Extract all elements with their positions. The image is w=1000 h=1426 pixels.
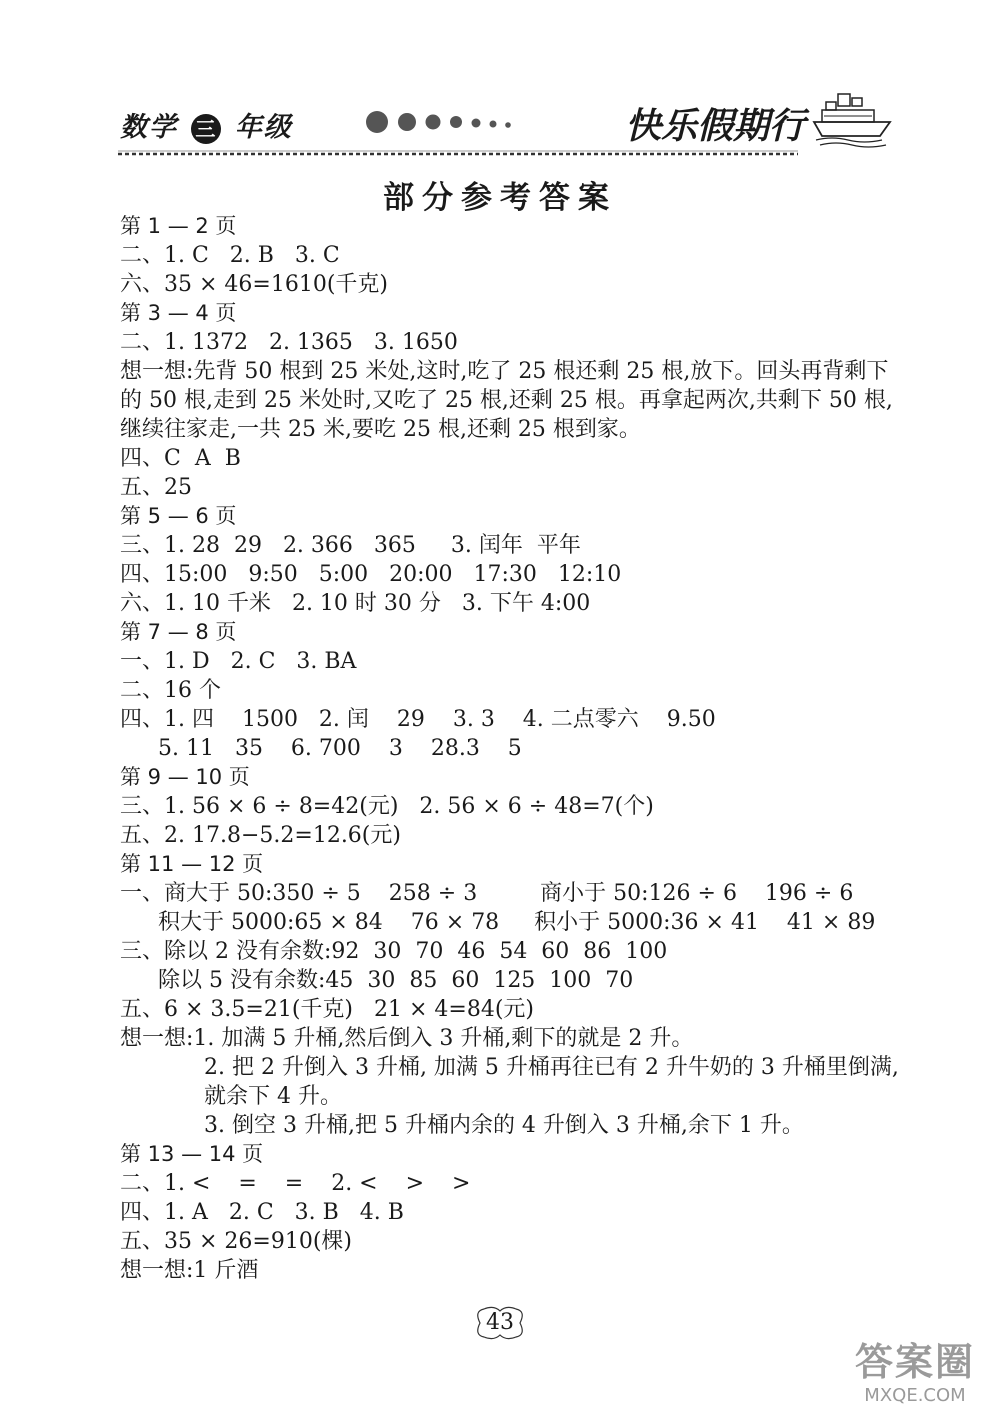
- answer-paragraph: 想一想:先背 50 根到 25 米处,这时,吃了 25 根还剩 25 根,放下。回头再背剩下的 50 根,走到 25 米处时,又吃了 25 根,还剩 25 根。再拿起两次,共剩下 50 根,继续往家走,一共 25 米,要吃 25 根,还剩 25 根到家。: [120, 359, 893, 442]
- answer-line: 想一想:1 斤酒: [120, 1258, 259, 1283]
- answer-line: 四、1. 四 1500 2. 闰 29 3. 3 4. 二点零六 9.50: [120, 707, 716, 732]
- answer-line: 六、35 × 46=1610(千克): [120, 272, 388, 297]
- answer-list: [120, 212, 900, 1285]
- answer-line: 五、25: [120, 475, 192, 500]
- section-heading: 第 9 — 10 页: [120, 765, 250, 789]
- grade-badge: 三: [191, 114, 221, 144]
- page-number-text: 43: [486, 1310, 514, 1335]
- answer-line: 想一想:1. 加满 5 升桶,然后倒入 3 升桶,剩下的就是 2 升。: [120, 1026, 694, 1051]
- section-heading: 第 11 — 12 页: [120, 852, 264, 876]
- answer-line: 五、6 × 3.5=21(千克) 21 × 4=84(元): [120, 997, 534, 1022]
- answer-line: 3. 倒空 3 升桶,把 5 升桶内余的 4 升倒入 3 升桶,余下 1 升。: [204, 1113, 804, 1138]
- header-divider: [118, 150, 798, 158]
- answer-line: 五、2. 17.8−5.2=12.6(元): [120, 823, 401, 848]
- watermark-url: MXQE.COM: [864, 1385, 966, 1406]
- answer-line: 三、1. 56 × 6 ÷ 8=42(元) 2. 56 × 6 ÷ 48=7(个): [120, 794, 654, 819]
- subject-suffix: 年级: [234, 112, 293, 143]
- answer-line: 5. 11 35 6. 700 3 28.3 5: [158, 736, 522, 761]
- answer-line: 二、1. < = = 2. < > >: [120, 1171, 471, 1196]
- answer-line: 三、除以 2 没有余数:92 30 70 46 54 60 86 100: [120, 939, 668, 964]
- watermark-title: 答案圈: [854, 1339, 975, 1384]
- answer-line: 二、1. 1372 2. 1365 3. 1650: [120, 330, 458, 355]
- page-header: [0, 0, 1000, 165]
- answer-paragraph: 2. 把 2 升倒入 3 升桶, 加满 5 升桶再往已有 2 升牛奶的 3 升桶里倒满,就余下 4 升。: [204, 1055, 899, 1109]
- answer-line: 二、1. C 2. B 3. C: [120, 243, 340, 268]
- answer-line: 四、C A B: [120, 446, 241, 471]
- answer-line: 五、35 × 26=910(棵): [120, 1229, 352, 1254]
- answer-line: 积大于 5000:65 × 84 76 × 78 积小于 5000:36 × 41 41 × 89: [158, 910, 876, 935]
- subject-grade-label: [120, 105, 293, 144]
- page-title: 部分参考答案: [383, 180, 617, 216]
- answer-line: 除以 5 没有余数:45 30 85 60 125 100 70: [158, 968, 634, 993]
- watermark-logo: [840, 1340, 990, 1420]
- answer-line: 一、商大于 50:350 ÷ 5 258 ÷ 3 商小于 50:126 ÷ 6 196 ÷ 6: [120, 881, 854, 906]
- section-heading: 第 13 — 14 页: [120, 1142, 264, 1166]
- answer-line: 四、1. A 2. C 3. B 4. B: [120, 1200, 404, 1225]
- ship-icon: [812, 88, 892, 150]
- answer-line: 二、16 个: [120, 678, 221, 703]
- answer-line: 一、1. D 2. C 3. BA: [120, 649, 357, 674]
- section-heading: 第 3 — 4 页: [120, 301, 237, 325]
- page-number: [470, 1305, 530, 1341]
- series-brand-title: 快乐假期行: [625, 106, 806, 147]
- subject-prefix: 数学: [120, 112, 178, 143]
- section-heading: 第 7 — 8 页: [120, 620, 237, 644]
- section-heading: 第 5 — 6 页: [120, 504, 237, 528]
- answer-line: 六、1. 10 千米 2. 10 时 30 分 3. 下午 4:00: [120, 591, 591, 616]
- answer-line: 四、15:00 9:50 5:00 20:00 17:30 12:10: [120, 562, 622, 587]
- decorative-dots-icon: [365, 108, 525, 138]
- answer-line: 三、1. 28 29 2. 366 365 3. 闰年 平年: [120, 533, 581, 558]
- section-heading: 第 1 — 2 页: [120, 214, 237, 238]
